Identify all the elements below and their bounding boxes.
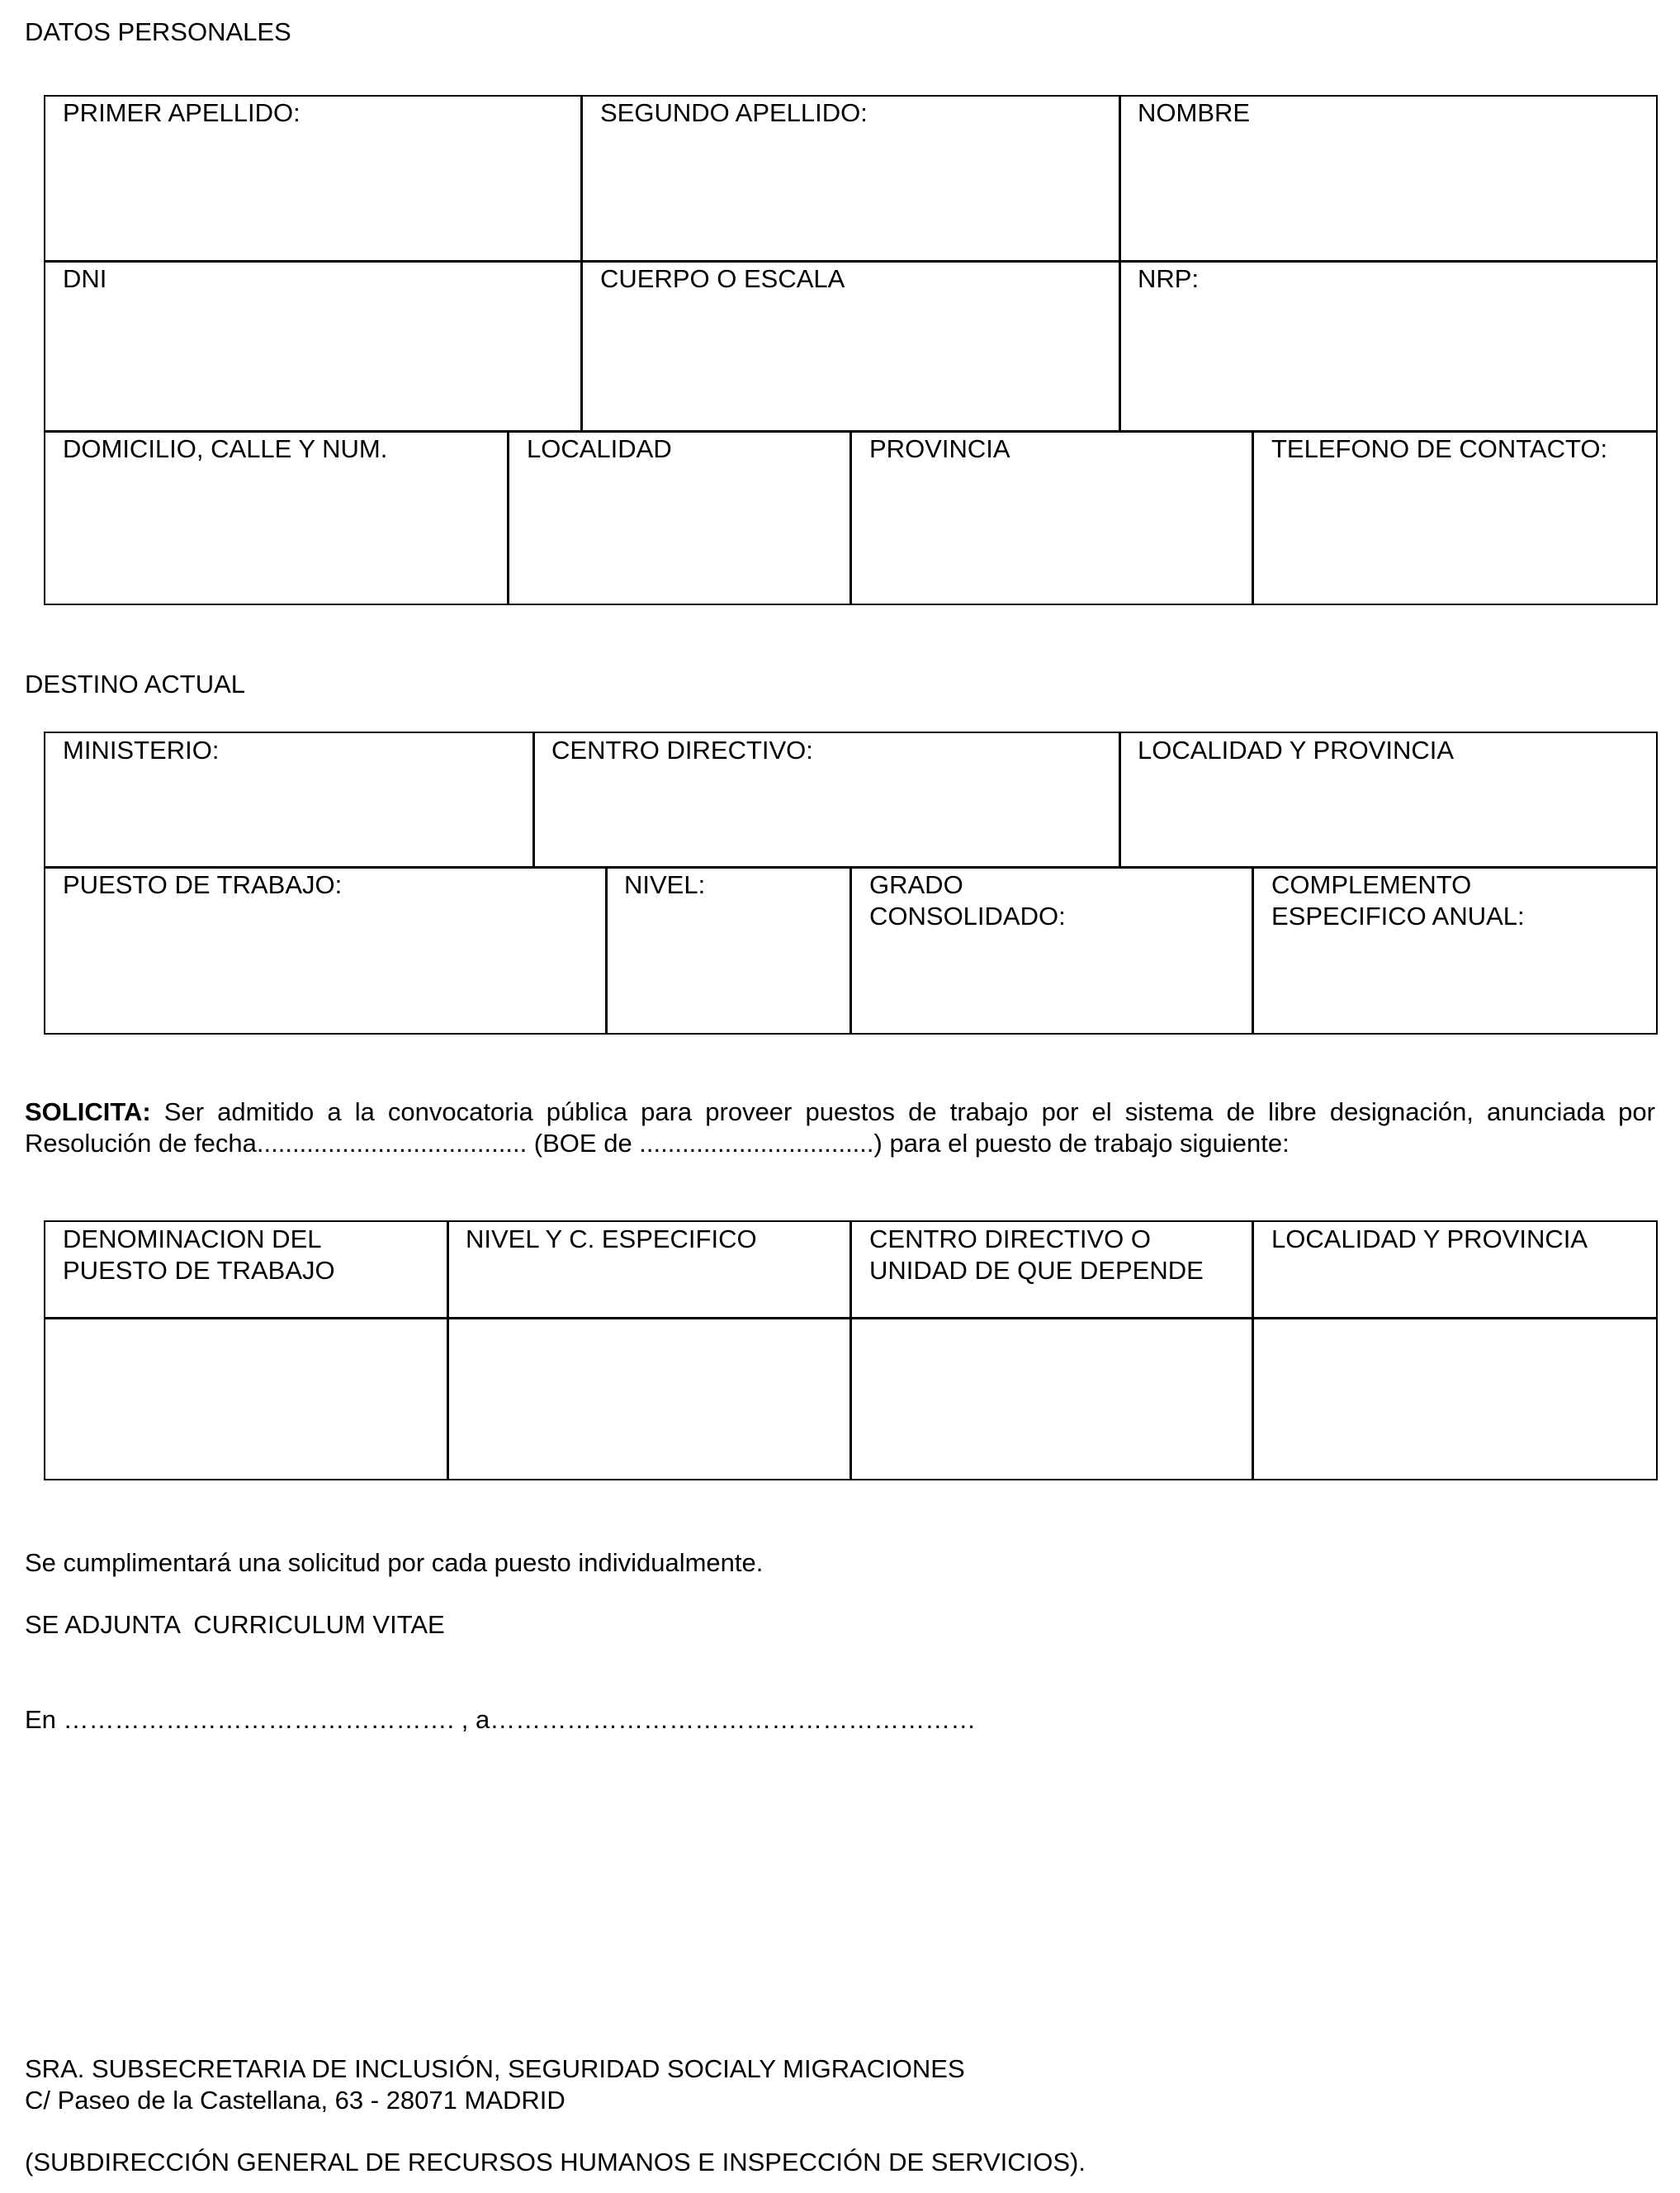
column-denominacion: DENOMINACION DEL PUESTO DE TRABAJO [63,1224,335,1285]
field-primer-apellido: PRIMER APELLIDO: [63,98,301,127]
solicita-label: SOLICITA: [25,1097,151,1126]
table-divider [580,95,583,432]
table-divider [507,430,509,605]
address: C/ Paseo de la Castellana, 63 - 28071 MADRID [25,2086,566,2115]
table-divider [1119,95,1121,432]
table-divider [532,732,535,868]
field-dni: DNI [63,264,107,293]
place-date-line: En ………………………………………. , a………………………………………………… [25,1705,977,1734]
solicita-text: Ser admitido a la convocatoria pública para proveer puestos de trabajo por el sistema de libre designación, anunciada por Resolución de fecha...................................... (BOE de .................................) para el puesto de trabajo siguiente: [25,1097,1655,1158]
field-provincia: PROVINCIA [869,434,1010,463]
table-divider [849,1220,852,1480]
field-ministerio: MINISTERIO: [63,736,220,765]
note-adjunta-cv: SE ADJUNTA CURRICULUM VITAE [25,1610,445,1639]
table-divider [447,1220,449,1480]
solicita-paragraph [25,1096,1655,1159]
table-divider [849,866,852,1035]
column-localidad-provincia: LOCALIDAD Y PROVINCIA [1271,1224,1588,1253]
field-complemento-especifico: COMPLEMENTO ESPECIFICO ANUAL: [1271,870,1525,931]
section-title-datos-personales: DATOS PERSONALES [25,17,291,46]
field-cuerpo-escala: CUERPO O ESCALA [600,264,845,293]
field-domicilio: DOMICILIO, CALLE Y NUM. [63,434,388,463]
table-divider [1252,430,1254,605]
column-centro-unidad: CENTRO DIRECTIVO O UNIDAD DE QUE DEPENDE [869,1224,1204,1285]
table-divider [605,866,608,1035]
field-grado-consolidado: GRADO CONSOLIDADO: [869,870,1066,931]
addressee: SRA. SUBSECRETARIA DE INCLUSIÓN, SEGURIDAD SOCIALY MIGRACIONES [25,2054,965,2083]
field-nombre: NOMBRE [1138,98,1251,127]
table-divider [849,430,852,605]
table-divider [1252,1220,1254,1480]
field-localidad-provincia: LOCALIDAD Y PROVINCIA [1138,736,1455,765]
table-divider [1119,732,1121,868]
field-centro-directivo: CENTRO DIRECTIVO: [551,736,813,765]
table-divider [44,260,1658,263]
section-title-destino-actual: DESTINO ACTUAL [25,670,245,699]
field-nivel: NIVEL: [624,870,706,899]
field-nrp: NRP: [1138,264,1200,293]
subdireccion: (SUBDIRECCIÓN GENERAL DE RECURSOS HUMANOS E INSPECCIÓN DE SERVICIOS). [25,2148,1086,2176]
field-puesto-trabajo: PUESTO DE TRABAJO: [63,870,343,899]
field-telefono: TELEFONO DE CONTACTO: [1271,434,1608,463]
field-localidad: LOCALIDAD [527,434,672,463]
field-segundo-apellido: SEGUNDO APELLIDO: [600,98,868,127]
table-divider [1252,866,1254,1035]
column-nivel-especifico: NIVEL Y C. ESPECIFICO [466,1224,757,1253]
note-una-solicitud: Se cumplimentará una solicitud por cada puesto individualmente. [25,1548,764,1577]
